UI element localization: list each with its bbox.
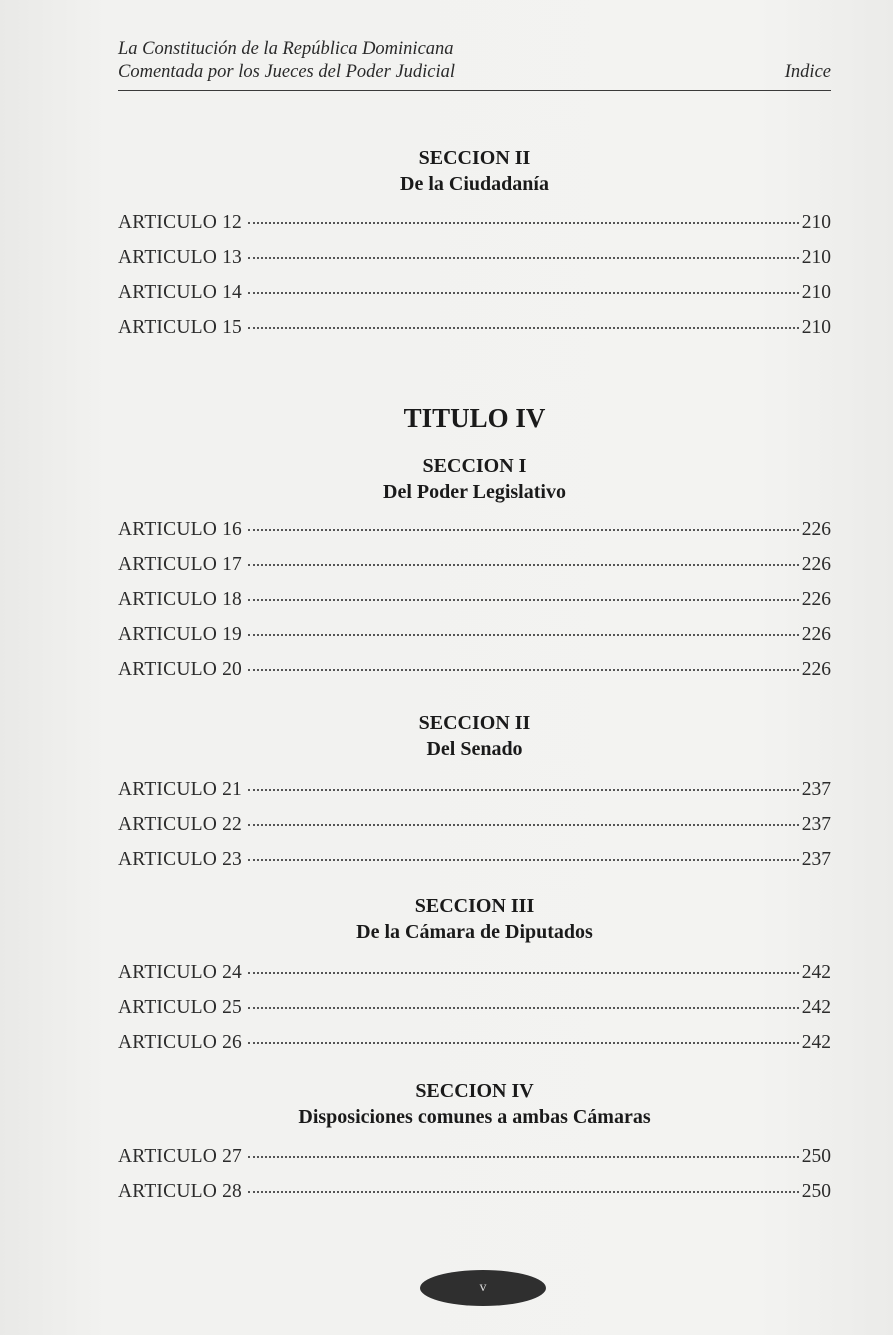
entry-page-number: 226: [801, 519, 831, 540]
toc-block-camara-diputados: [118, 893, 831, 1060]
toc-entry[interactable]: [118, 990, 831, 1025]
entry-page-number: 237: [801, 779, 831, 800]
titulo-heading: TITULO IV: [403, 403, 546, 433]
section-subtitle: Del Senado: [426, 738, 523, 760]
entry-page-number: 237: [801, 814, 831, 835]
header-book-title: La Constitución de la República Dominicana: [118, 39, 454, 59]
dot-leader: [248, 972, 799, 974]
entry-label: ARTICULO 25: [118, 997, 242, 1018]
header-section-name: Indice: [784, 62, 831, 82]
entry-label: ARTICULO 12: [118, 212, 242, 233]
section-heading: SECCION II: [418, 712, 531, 734]
dot-leader: [248, 529, 799, 531]
section-heading: SECCION I: [422, 455, 527, 477]
section-heading: SECCION IV: [415, 1080, 534, 1102]
dot-leader: [248, 564, 799, 566]
section-subtitle: De la Ciudadanía: [400, 173, 549, 195]
entry-page-number: 226: [801, 554, 831, 575]
entry-page-number: 242: [801, 1032, 831, 1053]
entry-page-number: 226: [801, 659, 831, 680]
entry-label: ARTICULO 21: [118, 779, 242, 800]
dot-leader: [248, 1007, 799, 1009]
toc-entry[interactable]: [118, 240, 831, 275]
entry-page-number: 226: [801, 589, 831, 610]
dot-leader: [248, 327, 799, 329]
entry-page-number: 250: [801, 1146, 831, 1167]
entry-page-number: 210: [801, 212, 831, 233]
page-number-badge: v: [420, 1270, 546, 1306]
entry-label: ARTICULO 13: [118, 247, 242, 268]
dot-leader: [248, 859, 799, 861]
toc-entry[interactable]: [118, 547, 831, 582]
dot-leader: [248, 1042, 799, 1044]
entry-label: ARTICULO 23: [118, 849, 242, 870]
entry-page-number: 210: [801, 282, 831, 303]
entry-label: ARTICULO 20: [118, 659, 242, 680]
entry-label: ARTICULO 19: [118, 624, 242, 645]
header-book-subtitle: Comentada por los Jueces del Poder Judicial: [118, 62, 456, 82]
dot-leader: [248, 1156, 799, 1158]
toc-entry[interactable]: [118, 617, 831, 652]
toc-block-ciudadania: [118, 145, 831, 345]
entry-label: ARTICULO 28: [118, 1181, 242, 1202]
toc-entry[interactable]: [118, 205, 831, 240]
toc-entry[interactable]: [118, 652, 831, 687]
section-subtitle: De la Cámara de Diputados: [356, 921, 593, 943]
dot-leader: [248, 789, 799, 791]
section-heading: SECCION III: [414, 895, 535, 917]
dot-leader: [248, 669, 799, 671]
section-subtitle: Disposiciones comunes a ambas Cámaras: [298, 1106, 651, 1128]
entry-label: ARTICULO 16: [118, 519, 242, 540]
toc-entry[interactable]: [118, 842, 831, 877]
section-heading: SECCION II: [418, 147, 531, 169]
entry-label: ARTICULO 17: [118, 554, 242, 575]
toc-entry[interactable]: [118, 1025, 831, 1060]
entry-page-number: 242: [801, 962, 831, 983]
entry-label: ARTICULO 26: [118, 1032, 242, 1053]
toc-entry[interactable]: [118, 955, 831, 990]
entry-label: ARTICULO 14: [118, 282, 242, 303]
dot-leader: [248, 634, 799, 636]
dot-leader: [248, 257, 799, 259]
toc-entry[interactable]: [118, 582, 831, 617]
entry-page-number: 242: [801, 997, 831, 1018]
running-header: [118, 38, 831, 91]
toc-block-poder-legislativo: [118, 402, 831, 687]
entry-label: ARTICULO 24: [118, 962, 242, 983]
toc-entry[interactable]: [118, 807, 831, 842]
dot-leader: [248, 1191, 799, 1193]
entry-label: ARTICULO 18: [118, 589, 242, 610]
dot-leader: [248, 824, 799, 826]
toc-block-senado: [118, 710, 831, 877]
entry-page-number: 210: [801, 317, 831, 338]
entry-label: ARTICULO 15: [118, 317, 242, 338]
toc-entry[interactable]: [118, 310, 831, 345]
entry-page-number: 226: [801, 624, 831, 645]
entry-page-number: 210: [801, 247, 831, 268]
entry-label: ARTICULO 27: [118, 1146, 242, 1167]
toc-entry[interactable]: [118, 1139, 831, 1174]
toc-entry[interactable]: [118, 275, 831, 310]
toc-block-disposiciones-comunes: [118, 1078, 831, 1209]
section-subtitle: Del Poder Legislativo: [383, 481, 566, 503]
dot-leader: [248, 599, 799, 601]
toc-entry[interactable]: [118, 772, 831, 807]
dot-leader: [248, 292, 799, 294]
entry-page-number: 250: [801, 1181, 831, 1202]
entry-label: ARTICULO 22: [118, 814, 242, 835]
entry-page-number: 237: [801, 849, 831, 870]
dot-leader: [248, 222, 799, 224]
toc-entry[interactable]: [118, 512, 831, 547]
toc-entry[interactable]: [118, 1174, 831, 1209]
